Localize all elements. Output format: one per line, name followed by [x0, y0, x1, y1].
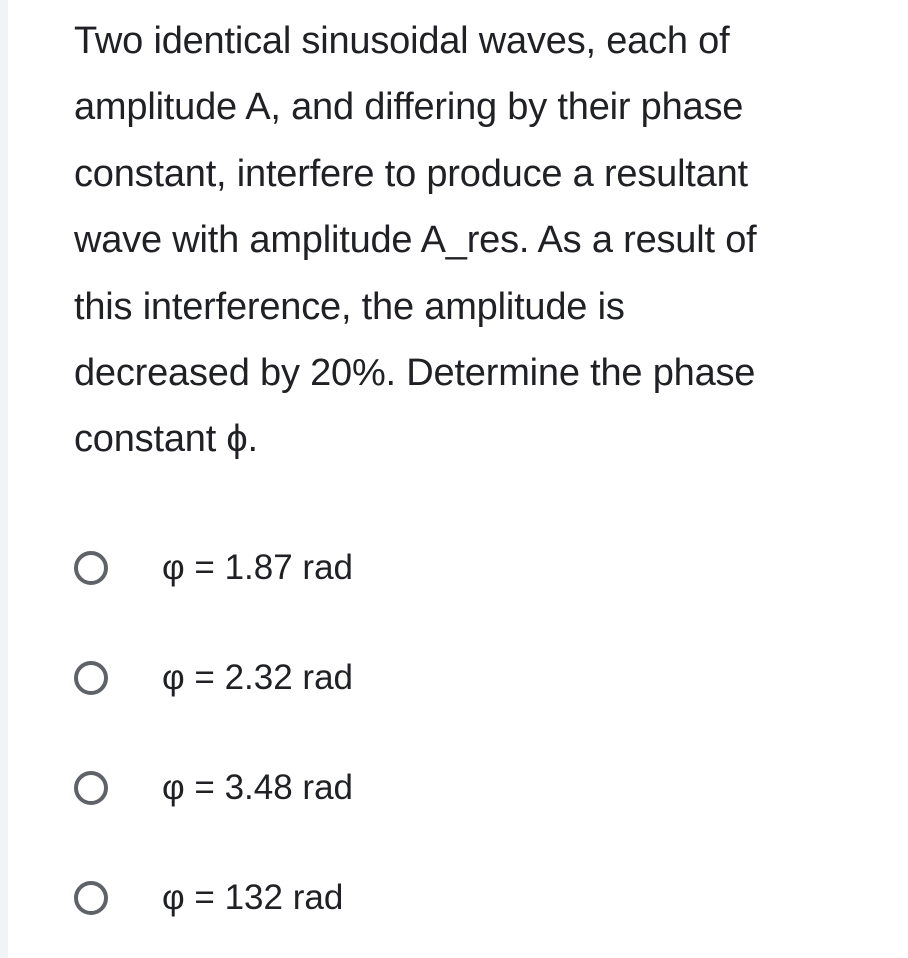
question-line: this interference, the amplitude is: [74, 285, 625, 328]
radio-button[interactable]: [74, 551, 108, 585]
radio-button[interactable]: [74, 881, 108, 915]
answer-option-1[interactable]: [74, 546, 353, 590]
form-left-rule: [0, 0, 8, 958]
question-line: wave with amplitude A_res. As a result of: [74, 219, 757, 262]
option-label[interactable]: φ = 132 rad: [162, 878, 344, 917]
radio-button[interactable]: [74, 771, 108, 805]
question-line: Two identical sinusoidal waves, each of: [74, 20, 730, 62]
answer-options: [74, 0, 774, 958]
question-line: constant, interfere to produce a resultant: [74, 152, 748, 195]
answer-option-3[interactable]: [74, 766, 353, 810]
answer-option-4[interactable]: [74, 876, 343, 920]
question-line: decreased by 20%. Determine the phase: [74, 352, 756, 395]
option-label[interactable]: φ = 2.32 rad: [162, 658, 354, 697]
answer-option-2[interactable]: [74, 656, 353, 700]
option-label[interactable]: φ = 3.48 rad: [162, 768, 354, 807]
radio-button[interactable]: [74, 661, 108, 695]
question-line: constant ϕ.: [74, 418, 258, 461]
option-label[interactable]: φ = 1.87 rad: [162, 548, 354, 587]
question-line: amplitude A, and differing by their phase: [74, 86, 744, 129]
